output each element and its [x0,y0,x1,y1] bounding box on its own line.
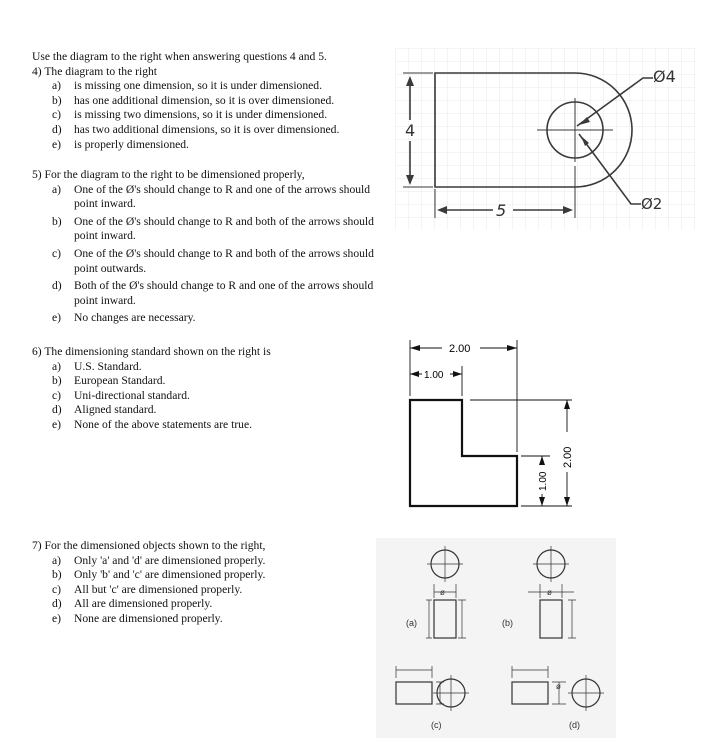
arrow-step-right [453,371,462,377]
q6-option-e[interactable]: e) None of the above statements are true. [52,417,253,431]
figure-background [376,538,616,738]
object-d-label: (d) [569,720,580,730]
q4-option-b[interactable]: b) has one additional dimension, so it is over dimensioned. [52,93,335,107]
q4-option-e[interactable]: e) is properly dimensioned. [52,137,189,151]
question-7 [32,539,362,627]
arrow-step-left [410,371,419,377]
dimensioned-objects-figure [376,538,616,738]
arrow-small-v-bottom [539,497,545,506]
height-label: 4 [405,121,416,140]
l-shape-outline [410,400,517,506]
q5-option-a[interactable]: a) One of the Ø's should change to R and one of the arrows should point inward. [52,182,371,211]
question-5 [32,168,392,326]
q6-option-a[interactable]: a) U.S. Standard. [52,359,142,373]
q5-option-c[interactable]: c) One of the Ø's should change to R and both of the arrows should point outwards. [52,246,374,275]
dim-top-label: 2.00 [449,343,471,355]
q5-option-e[interactable]: e) No changes are necessary. [52,311,196,325]
object-b-dia-symbol: ø [547,588,552,597]
q7-option-b[interactable]: b) Only 'b' and 'c' are dimensioned properly. [52,568,266,582]
q7-option-c[interactable]: c) All but 'c' are dimensioned properly. [52,582,243,596]
diameter-top-label: Ø4 [653,67,676,86]
arrow-small-v-top [539,456,545,465]
sketch-diagram [395,48,695,230]
q4-stem: 4) The diagram to the right [32,64,158,78]
width-label: 5 [496,201,507,220]
dim-total-v-label: 2.00 [562,446,574,468]
object-a-label: (a) [406,618,417,628]
question-6 [32,345,392,433]
q5-option-b[interactable]: b) One of the Ø's should change to R and both of the arrows should point inward. [52,214,374,243]
arrow-total-v-top [564,400,570,409]
q5-option-d[interactable]: d) Both of the Ø's should change to R and one of the arrows should point inward. [52,279,374,307]
q4-option-d[interactable]: d) has two additional dimensions, so it is over dimensioned. [52,122,340,136]
l-shape-drawing [400,336,600,516]
q6-option-c[interactable]: c) Uni-directional standard. [52,388,190,402]
q6-option-b[interactable]: b) European Standard. [52,374,166,388]
q6-option-d[interactable]: d) Aligned standard. [52,403,157,417]
q4-option-a[interactable]: a) is missing one dimension, so it is under dimensioned. [52,79,322,93]
arrow-total-v-bottom [564,497,570,506]
object-d-dia-symbol: ø [556,682,561,691]
question-4 [32,50,392,152]
q7-option-e[interactable]: e) None are dimensioned properly. [52,611,223,625]
dim-step-label: 1.00 [424,370,444,381]
dim-small-v-label: 1.00 [538,471,549,491]
q4-intro: Use the diagram to the right when answering questions 4 and 5. [32,50,327,63]
q6-stem: 6) The dimensioning standard shown on the right is [32,345,271,358]
diameter-bottom-label: Ø2 [641,195,663,213]
arrow-top-right [507,345,517,351]
q4-option-c[interactable]: c) is missing two dimensions, so it is under dimensioned. [52,108,328,122]
object-c-label: (c) [431,720,442,730]
object-b-label: (b) [502,618,513,628]
object-a-dia-symbol: ø [440,588,445,597]
q5-stem: 5) For the diagram to the right to be dimensioned properly, [32,168,305,181]
q7-option-d[interactable]: d) All are dimensioned properly. [52,597,213,611]
q7-stem: 7) For the dimensioned objects shown to the right, [32,539,266,552]
arrow-top-left [410,345,420,351]
q7-option-a[interactable]: a) Only 'a' and 'd' are dimensioned properly. [52,553,266,567]
